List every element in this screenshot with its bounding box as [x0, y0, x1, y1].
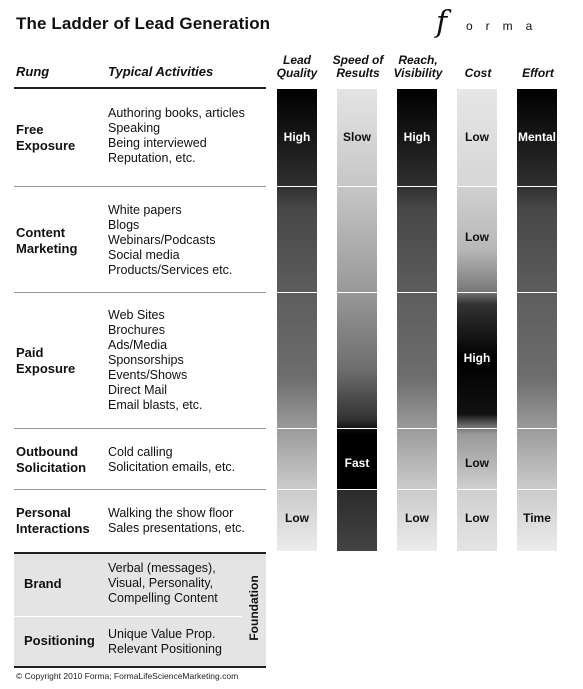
rung-content-marketing — [16, 225, 77, 257]
rung-name-line2: Interactions — [16, 521, 90, 536]
speed-gradient-bar — [337, 89, 377, 551]
bar-separator — [337, 292, 377, 293]
activity-item: Compelling Content — [108, 591, 218, 605]
activity-item: White papers — [108, 203, 182, 217]
bar-separator — [397, 292, 437, 293]
effort-mental-label: Mental — [517, 130, 556, 144]
activity-item: Sponsorships — [108, 353, 184, 367]
reach-high-label: High — [403, 130, 431, 144]
bar-separator — [457, 489, 497, 490]
activity-item: Ads/Media — [108, 338, 168, 352]
cost-content-marketing-label: Low — [465, 230, 489, 244]
header-effort: Effort — [522, 66, 554, 80]
bar-separator — [397, 489, 437, 490]
activity-item: Being interviewed — [108, 136, 207, 150]
row-divider — [14, 292, 266, 293]
activity-item: Brochures — [108, 323, 165, 337]
header-reach — [389, 54, 447, 80]
foundation-divider — [14, 616, 242, 617]
activity-item: Solicitation emails, etc. — [108, 460, 236, 474]
header-speed-line1: Speed of — [332, 53, 384, 67]
rung-name-line1: Paid — [16, 345, 44, 360]
activity-item: Walking the show floor — [108, 506, 234, 520]
activities-outbound-solicitation — [108, 445, 235, 475]
rung-personal-interactions — [16, 505, 90, 537]
activity-item: Events/Shows — [108, 368, 188, 382]
cost-free-exposure-label: Low — [465, 130, 489, 144]
activity-item: Blogs — [108, 218, 140, 232]
rung-name-line1: Personal — [16, 505, 71, 520]
header-lead-quality-line2: Quality — [276, 66, 318, 80]
header-rung: Rung — [16, 64, 50, 79]
rung-name-line1: Free — [16, 122, 44, 137]
header-speed — [329, 54, 387, 80]
forma-logo — [430, 6, 570, 42]
rung-outbound-solicitation — [16, 444, 86, 476]
activity-item: Social media — [108, 248, 180, 262]
header-activities: Typical Activities — [108, 64, 214, 79]
cost-paid-exposure-label: High — [463, 351, 491, 365]
row-divider — [14, 489, 266, 490]
speed-fast-label: Fast — [344, 456, 370, 470]
rung-name-line2: Marketing — [16, 241, 78, 256]
activity-item: Webinars/Podcasts — [108, 233, 216, 247]
foundation-label: Foundation — [247, 575, 261, 641]
bar-separator — [337, 186, 377, 187]
bar-separator — [517, 489, 557, 490]
cost-personal-label: Low — [465, 511, 489, 525]
row-divider — [14, 428, 266, 429]
activity-item: Unique Value Prop. — [108, 627, 216, 641]
header-speed-line2: Results — [336, 66, 380, 80]
header-lead-quality-line1: Lead — [282, 53, 311, 67]
bar-separator — [457, 186, 497, 187]
foundation-label-container — [243, 553, 265, 663]
lead-quality-low-label: Low — [285, 511, 309, 525]
header-cost: Cost — [464, 66, 492, 80]
lead-quality-high-label: High — [283, 130, 311, 144]
activity-item: Reputation, etc. — [108, 151, 196, 165]
activity-item: Cold calling — [108, 445, 173, 459]
bar-separator — [517, 186, 557, 187]
bar-separator — [337, 428, 377, 429]
activities-free-exposure — [108, 106, 245, 166]
bar-separator — [277, 428, 317, 429]
reach-low-label: Low — [405, 511, 429, 525]
bar-separator — [517, 428, 557, 429]
bar-separator — [277, 489, 317, 490]
bar-separator — [457, 428, 497, 429]
activity-item: Direct Mail — [108, 383, 168, 397]
rung-brand: Brand — [24, 576, 62, 591]
cost-gradient-bar — [457, 89, 497, 551]
activity-item: Relevant Positioning — [108, 642, 222, 656]
effort-time-label: Time — [523, 511, 551, 525]
header-lead-quality — [271, 54, 323, 80]
activity-item: Visual, Personality, — [108, 576, 214, 590]
activities-paid-exposure — [108, 308, 202, 413]
activity-item: Products/Services etc. — [108, 263, 233, 277]
activities-brand — [108, 561, 218, 606]
bar-separator — [457, 292, 497, 293]
effort-gradient-bar — [517, 89, 557, 551]
header-divider — [14, 87, 266, 89]
header-reach-line2: Visibility — [393, 66, 443, 80]
activity-item: Sales presentations, etc. — [108, 521, 245, 535]
rung-name-line1: Content — [16, 225, 66, 240]
activity-item: Web Sites — [108, 308, 165, 322]
rung-name-line1: Outbound — [16, 444, 79, 459]
rung-name-line2: Exposure — [16, 361, 76, 376]
bar-separator — [517, 292, 557, 293]
bar-separator — [277, 186, 317, 187]
bar-separator — [277, 292, 317, 293]
logo-initial: f — [436, 5, 448, 40]
copyright-notice: © Copyright 2010 Forma; FormaLifeScienceMarketing.com — [16, 671, 239, 681]
lead-quality-gradient-bar — [277, 89, 317, 551]
activity-item: Authoring books, articles — [108, 106, 245, 120]
reach-gradient-bar — [397, 89, 437, 551]
activities-positioning — [108, 627, 222, 657]
bar-separator — [337, 489, 377, 490]
activities-personal-interactions — [108, 506, 245, 536]
rung-name-line2: Solicitation — [16, 460, 87, 475]
activity-item: Verbal (messages), — [108, 561, 216, 575]
bar-separator — [397, 428, 437, 429]
rung-name-line2: Exposure — [16, 138, 76, 153]
speed-slow-label: Slow — [342, 130, 371, 144]
rung-positioning: Positioning — [24, 633, 95, 648]
activity-item: Speaking — [108, 121, 161, 135]
header-reach-line1: Reach, — [398, 53, 438, 67]
rung-paid-exposure — [16, 345, 75, 377]
row-divider — [14, 186, 266, 187]
page-title: The Ladder of Lead Generation — [16, 14, 271, 33]
activity-item: Email blasts, etc. — [108, 398, 203, 412]
logo-text: orma — [466, 19, 546, 33]
bar-separator — [397, 186, 437, 187]
cost-outbound-label: Low — [465, 456, 489, 470]
rung-free-exposure — [16, 122, 75, 154]
activities-content-marketing — [108, 203, 232, 278]
